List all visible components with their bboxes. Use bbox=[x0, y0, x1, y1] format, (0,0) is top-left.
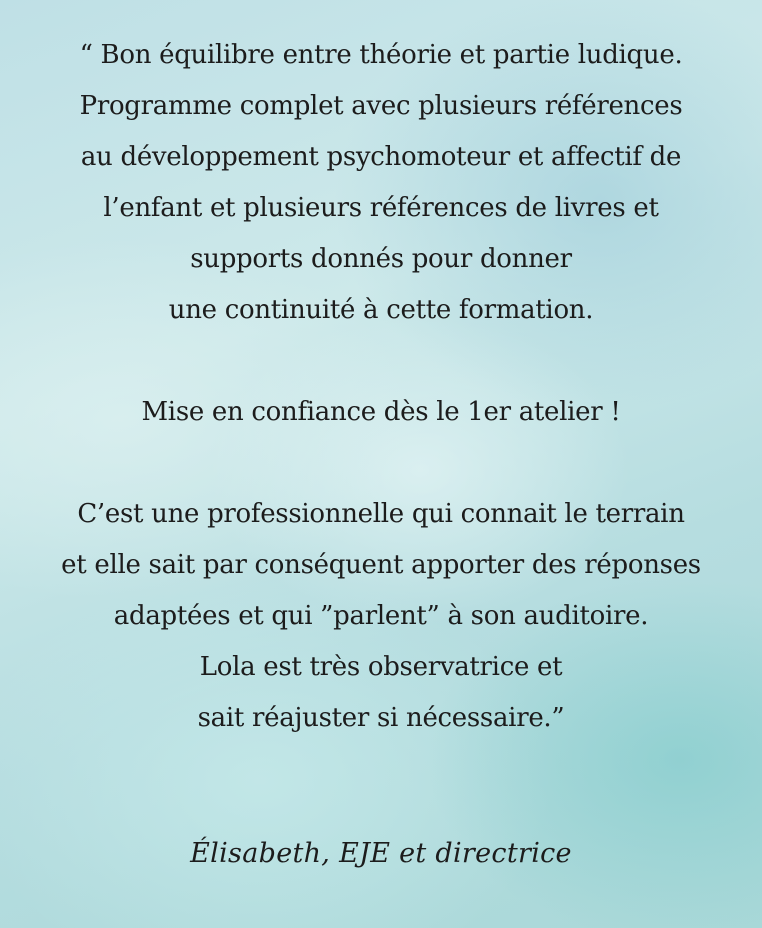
quote-line: une continuité à cette formation. bbox=[168, 295, 594, 325]
quote-line: au développement psychomoteur et affectif de bbox=[80, 142, 682, 172]
quote-line: “ Bon équilibre entre théorie et partie ludique. bbox=[79, 40, 683, 70]
paragraph-spacer bbox=[0, 336, 762, 387]
quote-line: l’enfant et plusieurs références de livres et bbox=[103, 193, 659, 223]
quote-line: supports donnés pour donner bbox=[190, 244, 572, 274]
quote-line: Lola est très observatrice et bbox=[199, 652, 563, 682]
testimonial-quote bbox=[0, 30, 762, 744]
quote-line: Programme complet avec plusieurs références bbox=[79, 91, 683, 121]
signature: Élisabeth, EJE et directrice bbox=[190, 838, 572, 869]
quote-line: adaptées et qui ”parlent” à son auditoire. bbox=[113, 601, 649, 631]
quote-line: sait réajuster si nécessaire.” bbox=[197, 703, 565, 733]
quote-line: Mise en confiance dès le 1er atelier ! bbox=[141, 397, 621, 427]
quote-line: et elle sait par conséquent apporter des réponses bbox=[61, 550, 701, 580]
paragraph-spacer bbox=[0, 438, 762, 489]
quote-line: C’est une professionnelle qui connait le terrain bbox=[77, 499, 685, 529]
